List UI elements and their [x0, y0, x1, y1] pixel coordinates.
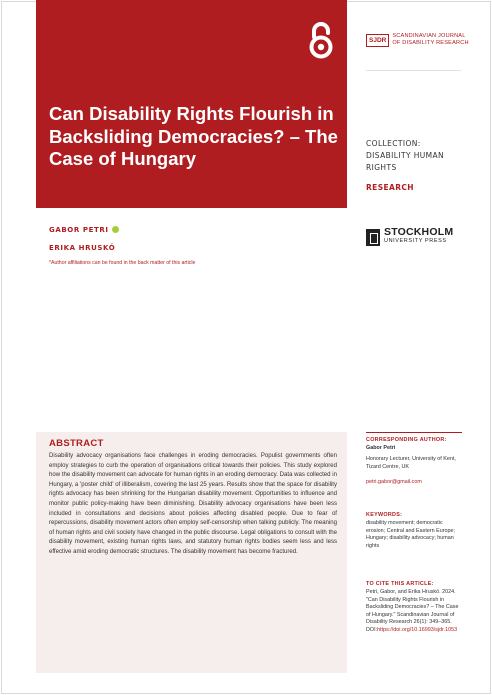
logo-divider: [366, 70, 461, 71]
citation-doi-link[interactable]: https://doi.org/10.16993/sjdr.1053: [377, 626, 458, 633]
journal-name: [392, 33, 468, 47]
author-2: ERIKA HRUSKÓ: [49, 244, 116, 252]
article-type: RESEARCH: [366, 183, 414, 192]
collection-line-3: RIGHTS: [366, 163, 397, 172]
journal-abbr: SJDR: [366, 34, 389, 47]
citation: [366, 589, 462, 635]
collection-label: [366, 138, 481, 174]
affiliation-note: *Author affiliations can be found in the back matter of this article: [49, 260, 196, 266]
publisher-logo: [366, 228, 453, 246]
abstract-text: Disability advocacy organisations face challenges in eroding democracies. Populist governments often employ strategies to curb the operation of organisations critical towards their policies. This study explored how the disability movement can advocate for human rights in an eroding democracy. Data was collected in Hungary, a 'poster child' of illiberalism, covering the last 25 years. Results show that the space for disability rights advocacy has been shrinking for the Hungarian disability movement. Opportunities to influence and monitor public policy-making have been diminishing. Disability advocacy organisations have been less included in consultations and decisions about policies affecting disabled people. Due to fear of repercussions, disability movement actors often employ self-censorship when talking publicly. The meaning of human rights and civil society have changed in the public discourse. Legal obligations to consult with the disability movement, existing human rights laws, and statutory human rights bodies seem less and less effective amid eroding democratic structures. The disability movement has become fractured.: [49, 453, 337, 555]
sidebar-rule: [366, 432, 462, 433]
article-title: Can Disability Rights Flourish in Backsliding Democracies? – The Case of Hungary: [49, 103, 338, 169]
journal-logo: [366, 33, 469, 47]
author-1-name: GABOR PETRI: [49, 226, 109, 234]
collection-line-1: COLLECTION:: [366, 139, 421, 148]
keywords-text: disability movement; democratic erosion; Central and Eastern Europe; Hungary; disability advocacy; human rights: [366, 520, 455, 549]
author-1: [49, 226, 119, 234]
open-access-icon: [306, 22, 336, 60]
corresponding-name: Gabor Petri: [366, 445, 396, 451]
publisher-main: STOCKHOLM: [384, 226, 454, 238]
collection-line-2: DISABILITY HUMAN: [366, 151, 445, 160]
orcid-icon[interactable]: [112, 226, 119, 233]
corresponding-heading: CORRESPONDING AUTHOR:: [366, 437, 447, 443]
corresponding-affiliation: Honorary Lecturer, University of Kent, Tizard Centre, UK: [366, 456, 456, 470]
cite-heading: TO CITE THIS ARTICLE:: [366, 581, 434, 587]
journal-name-line-1: SCANDINAVIAN JOURNAL: [392, 33, 466, 39]
citation-text: Petri, Gabor, and Erika Hruskó. 2024. "Can Disability Rights Flourish in Backsliding Democracies? – The Case of Hungary." Scandinavian Journal of Disability Research 26(1): 349–365. DOI:: [366, 589, 459, 633]
corresponding-email[interactable]: petri.gabor@gmail.com: [366, 479, 422, 485]
keywords-heading: KEYWORDS:: [366, 512, 403, 518]
publisher-sub: UNIVERSITY PRESS: [384, 238, 447, 244]
journal-name-line-2: OF DISABILITY RESEARCH: [392, 40, 469, 46]
university-emblem-icon: [366, 229, 380, 246]
abstract-heading: ABSTRACT: [49, 438, 104, 449]
publisher-name: [384, 228, 453, 246]
